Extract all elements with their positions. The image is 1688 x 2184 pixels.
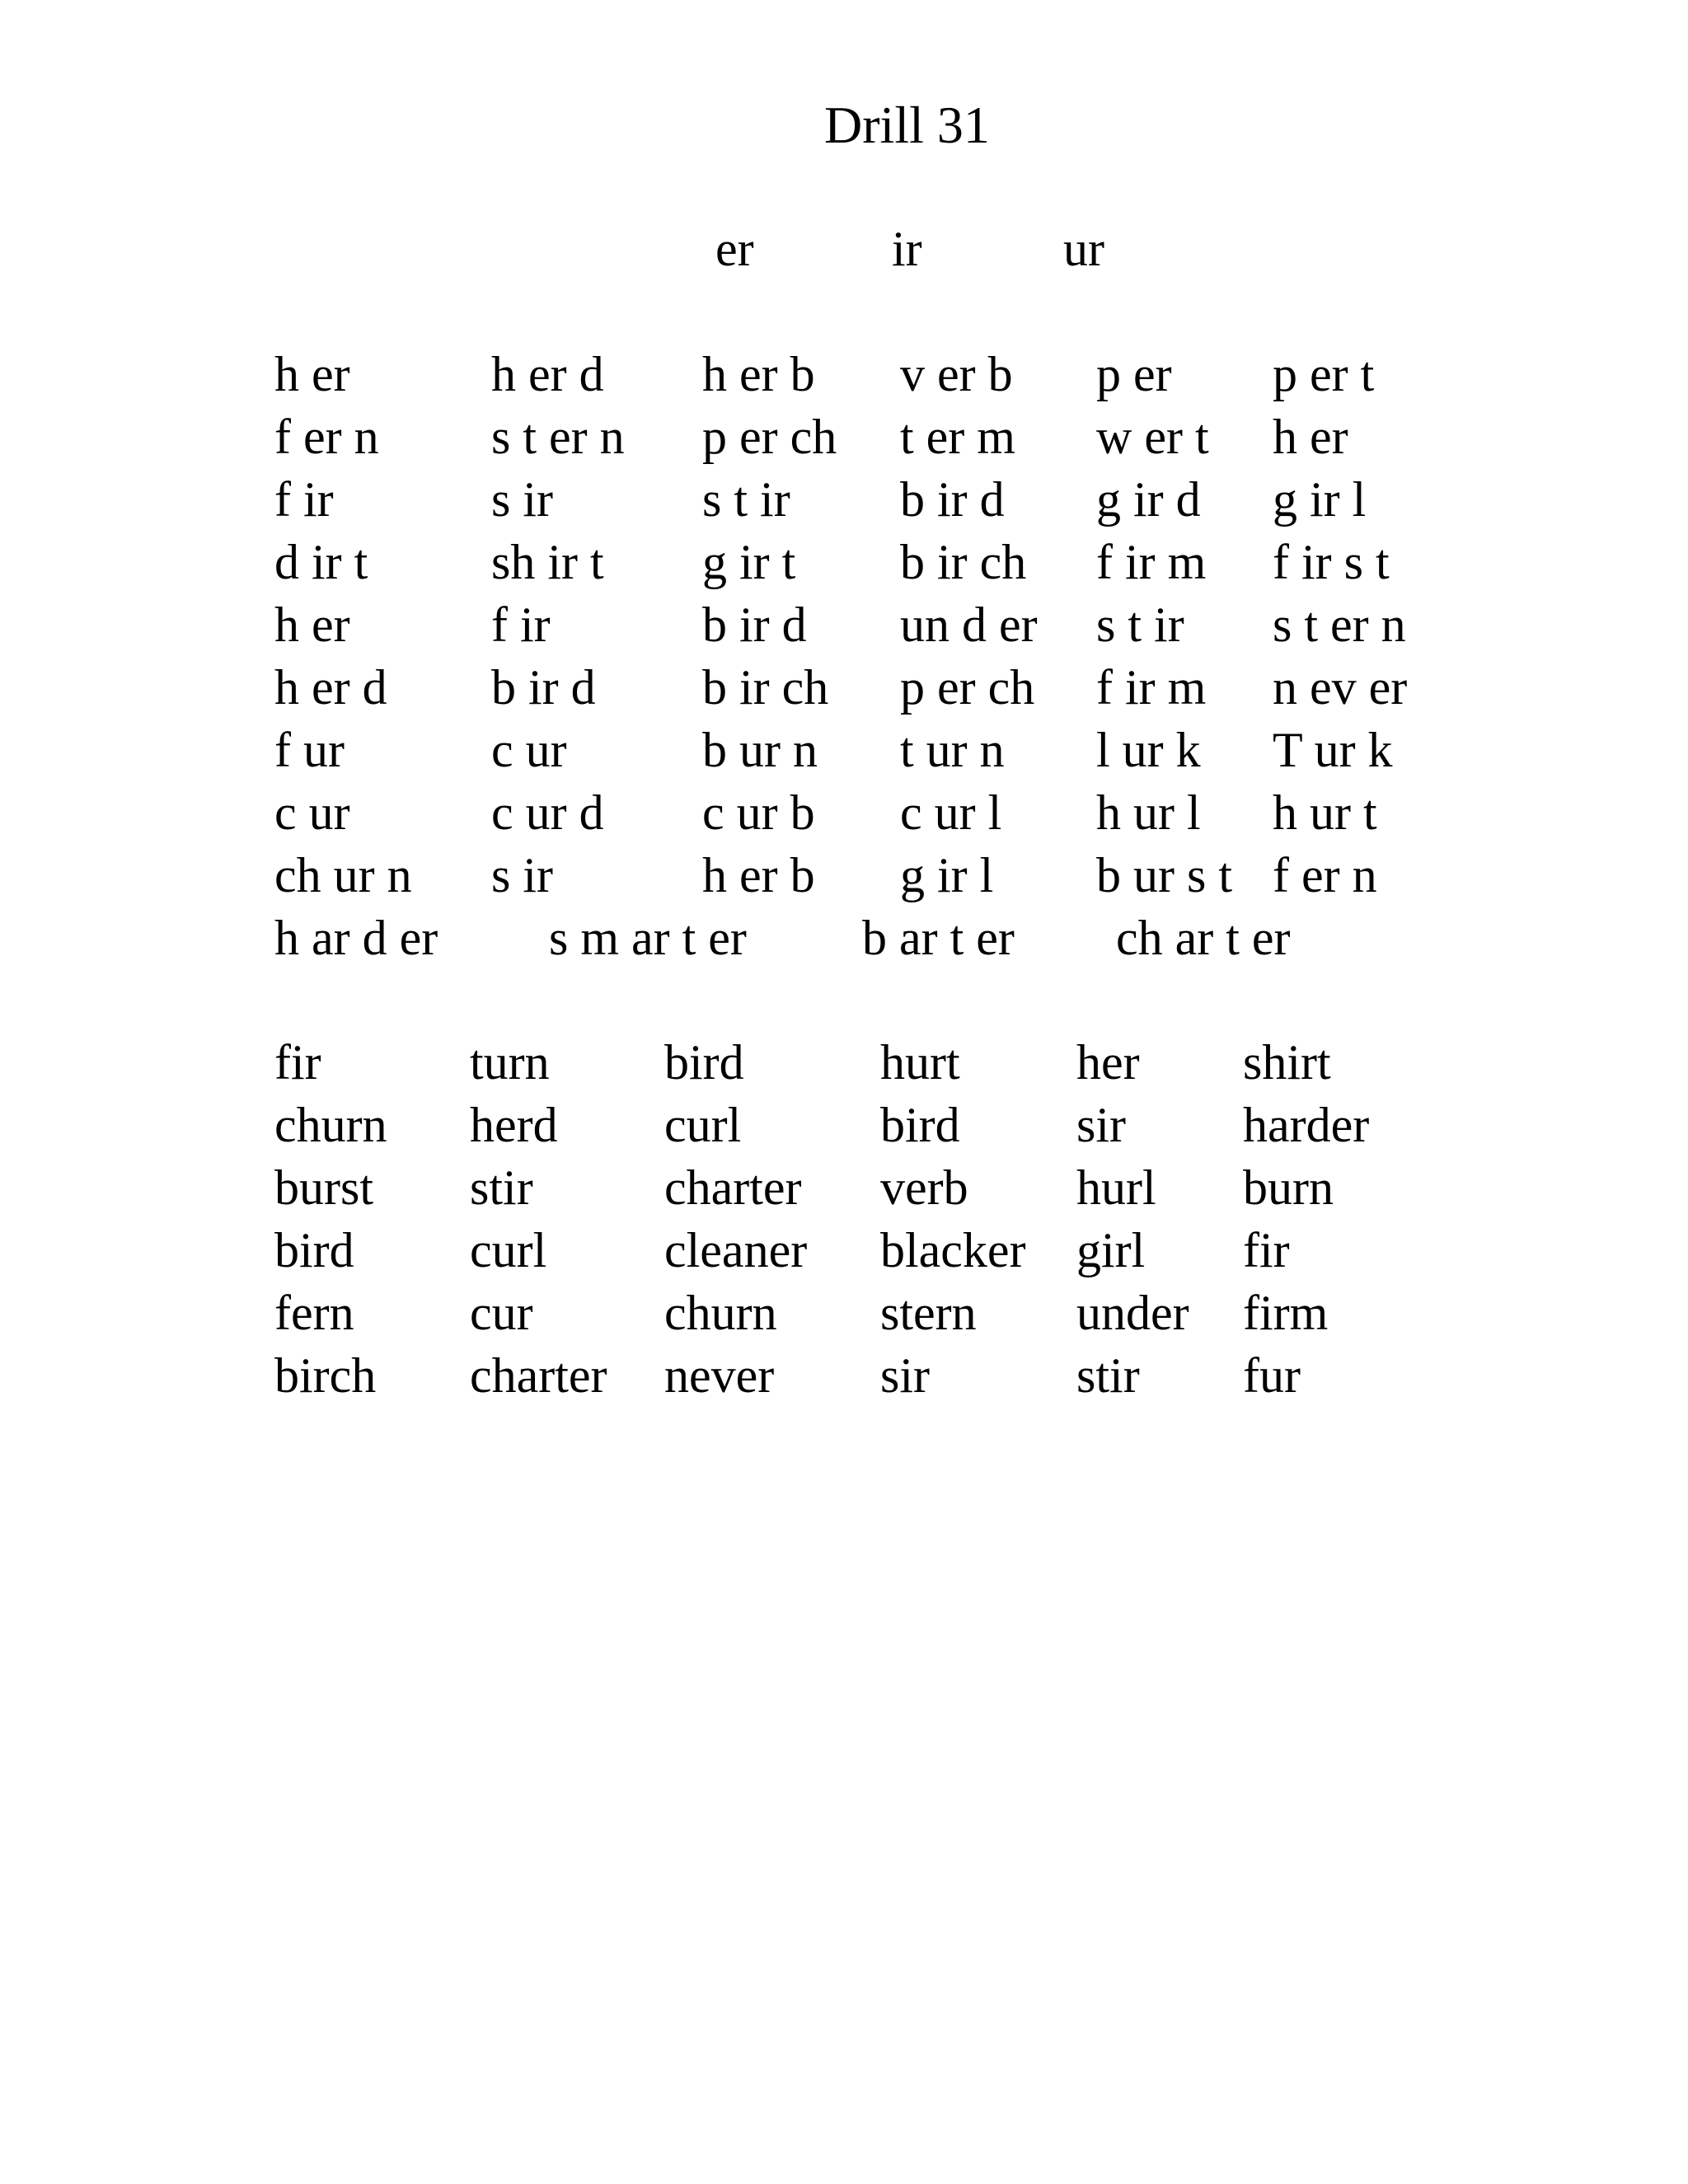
segmented-word: s m ar t er — [549, 911, 747, 965]
drill-word: blacker — [880, 1223, 1026, 1277]
segmented-word: t er m — [900, 410, 1015, 464]
segmented-word: c ur b — [702, 785, 815, 840]
sound-ur: ur — [1063, 222, 1104, 276]
drill-word: hurt — [880, 1035, 960, 1090]
segmented-word: c ur — [274, 785, 350, 840]
drill-word: shirt — [1243, 1035, 1331, 1090]
segmented-word: h ur l — [1096, 785, 1201, 840]
segmented-word: b ir ch — [702, 660, 829, 715]
drill-word: curl — [470, 1223, 547, 1277]
segmented-word: v er b — [900, 347, 1013, 401]
segmented-word: b ir ch — [900, 535, 1027, 589]
drill-word: burn — [1243, 1160, 1334, 1215]
drill-word: her — [1076, 1035, 1140, 1090]
segmented-word: p er ch — [900, 660, 1035, 715]
segmented-word: h ar d er — [274, 911, 438, 965]
segmented-word: l ur k — [1096, 723, 1201, 777]
segmented-word: p er — [1096, 347, 1172, 401]
segmented-row — [0, 597, 1688, 659]
segmented-word: s t ir — [1096, 598, 1184, 652]
segmented-word: f ir s t — [1273, 535, 1390, 589]
segmented-word: f ur — [274, 723, 345, 777]
drill-word: stir — [470, 1160, 533, 1215]
page-title: Drill 31 — [824, 96, 990, 154]
segmented-word: b ar t er — [862, 911, 1015, 965]
drill-word: fur — [1243, 1348, 1301, 1403]
segmented-word: h er b — [702, 848, 815, 902]
segmented-word: un d er — [900, 598, 1038, 652]
segmented-word: c ur d — [491, 785, 604, 840]
segmented-word: c ur — [491, 723, 567, 777]
drill-word: fir — [1243, 1223, 1290, 1277]
segmented-word: f ir m — [1096, 535, 1207, 589]
segmented-word: f ir — [274, 472, 334, 527]
segmented-word: f ir m — [1096, 660, 1207, 715]
segmented-word: h er d — [274, 660, 387, 715]
segmented-word: t ur n — [900, 723, 1005, 777]
segmented-word: h er b — [702, 347, 815, 401]
segmented-word: b ir d — [702, 598, 807, 652]
drill-word: herd — [470, 1098, 558, 1152]
drill-word: verb — [880, 1160, 968, 1215]
segmented-word: g ir d — [1096, 472, 1201, 527]
drill-word: fir — [274, 1035, 321, 1090]
segmented-word: s t er n — [491, 410, 625, 464]
word-row — [0, 1222, 1688, 1285]
drill-word: never — [664, 1348, 775, 1403]
segmented-word: c ur l — [900, 785, 1002, 840]
segmented-word: g ir l — [1273, 472, 1367, 527]
word-row — [0, 1034, 1688, 1097]
segmented-row — [0, 471, 1688, 534]
drill-word: harder — [1243, 1098, 1370, 1152]
drill-word: churn — [664, 1286, 777, 1340]
word-row — [0, 1347, 1688, 1410]
segmented-word: f ir — [491, 598, 551, 652]
segmented-word: g ir t — [702, 535, 796, 589]
segmented-word: b ir d — [900, 472, 1005, 527]
segmented-word: ch ur n — [274, 848, 412, 902]
drill-word: bird — [664, 1035, 744, 1090]
drill-word: stir — [1076, 1348, 1140, 1403]
segmented-word: ch ar t er — [1116, 911, 1291, 965]
segmented-word: h er d — [491, 347, 604, 401]
drill-word: charter — [470, 1348, 607, 1403]
segmented-word: s t er n — [1273, 598, 1406, 652]
sound-er: er — [715, 222, 754, 276]
drill-word: burst — [274, 1160, 373, 1215]
word-row — [0, 1285, 1688, 1347]
drill-word: cur — [470, 1286, 533, 1340]
drill-word: cleaner — [664, 1223, 808, 1277]
segmented-row — [0, 910, 1688, 972]
drill-word: girl — [1076, 1223, 1146, 1277]
drill-word: stern — [880, 1286, 977, 1340]
segmented-word: h er — [274, 598, 350, 652]
segmented-word: b ir d — [491, 660, 596, 715]
word-row — [0, 1097, 1688, 1160]
segmented-word: s t ir — [702, 472, 790, 527]
segmented-row — [0, 659, 1688, 722]
drill-word: birch — [274, 1348, 377, 1403]
segmented-word: f er n — [1273, 848, 1377, 902]
segmented-word: p er t — [1273, 347, 1375, 401]
segmented-word: b ur n — [702, 723, 818, 777]
segmented-word: h ur t — [1273, 785, 1377, 840]
drill-word: firm — [1243, 1286, 1329, 1340]
drill-word: curl — [664, 1098, 742, 1152]
segmented-row — [0, 785, 1688, 847]
segmented-word: n ev er — [1273, 660, 1408, 715]
segmented-row — [0, 847, 1688, 910]
segmented-word: f er n — [274, 410, 379, 464]
segmented-word: s ir — [491, 848, 553, 902]
drill-word: under — [1076, 1286, 1189, 1340]
segmented-word: sh ir t — [491, 535, 604, 589]
drill-word: sir — [1076, 1098, 1126, 1152]
segmented-word: s ir — [491, 472, 553, 527]
segmented-word: T ur k — [1273, 723, 1393, 777]
segmented-word: h er — [1273, 410, 1348, 464]
drill-word: bird — [274, 1223, 354, 1277]
drill-word: bird — [880, 1098, 960, 1152]
segmented-word: p er ch — [702, 410, 837, 464]
segmented-row — [0, 534, 1688, 597]
drill-word: fern — [274, 1286, 354, 1340]
drill-word: churn — [274, 1098, 387, 1152]
segmented-word: g ir l — [900, 848, 994, 902]
drill-word: charter — [664, 1160, 802, 1215]
segmented-row — [0, 722, 1688, 785]
segmented-row — [0, 409, 1688, 471]
drill-word: hurl — [1076, 1160, 1156, 1215]
word-row — [0, 1160, 1688, 1222]
segmented-word: d ir t — [274, 535, 368, 589]
drill-word: sir — [880, 1348, 930, 1403]
segmented-word: b ur s t — [1096, 848, 1232, 902]
segmented-row — [0, 346, 1688, 409]
segmented-word: h er — [274, 347, 350, 401]
segmented-word: w er t — [1096, 410, 1209, 464]
sound-ir: ir — [892, 222, 922, 276]
drill-word: turn — [470, 1035, 550, 1090]
